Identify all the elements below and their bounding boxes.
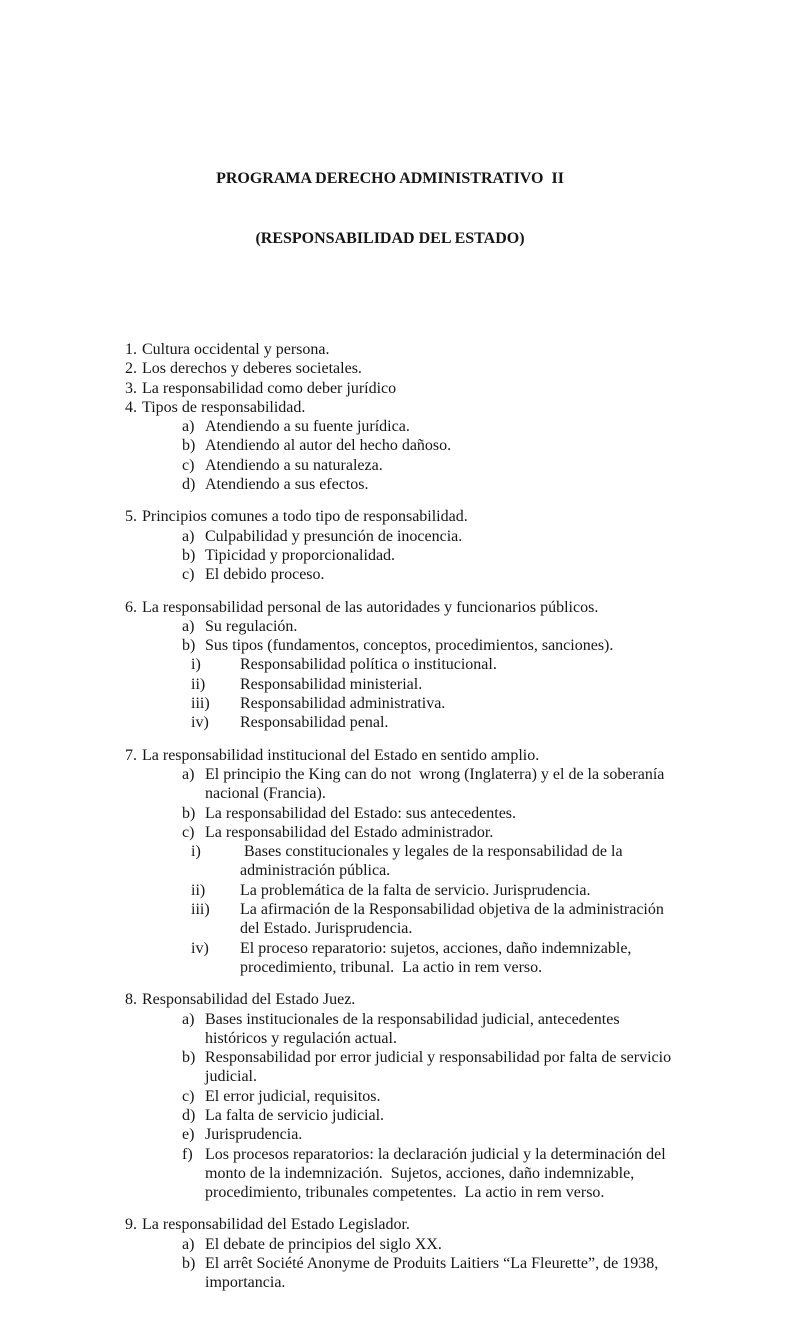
item-text: La responsabilidad institucional del Estado en sentido amplio.: [142, 746, 540, 764]
item-marker: 5.: [125, 508, 137, 526]
item-marker: b): [182, 804, 196, 822]
outline-item: [0, 456, 682, 475]
item-marker: i): [191, 843, 201, 861]
outline-group: [0, 340, 682, 494]
item-marker: iv): [191, 714, 209, 732]
outline-item: [0, 881, 682, 900]
item-marker: b): [182, 637, 196, 655]
outline-item: [0, 398, 682, 417]
item-text: Bases constitucionales y legales de la responsabilidad de la administración pública.: [240, 843, 627, 880]
outline-item: [0, 746, 682, 765]
item-text: Los derechos y deberes societales.: [142, 360, 362, 378]
item-marker: a): [182, 617, 195, 635]
item-text: El error judicial, requisitos.: [205, 1087, 381, 1105]
item-text: La responsabilidad como deber jurídico: [142, 379, 397, 397]
outline-item: [0, 379, 682, 398]
item-marker: b): [182, 1255, 196, 1273]
item-marker: a): [182, 765, 195, 783]
item-marker: a): [182, 527, 195, 545]
outline-item: [0, 359, 682, 378]
item-marker: ii): [191, 881, 206, 899]
item-marker: b): [182, 1049, 196, 1067]
outline-item: [0, 675, 682, 694]
item-text: Responsabilidad por error judicial y responsabilidad por falta de servicio judicial.: [205, 1049, 676, 1086]
item-text: Atendiendo al autor del hecho dañoso.: [205, 437, 452, 455]
outline-item: [0, 417, 682, 436]
item-marker: ii): [191, 675, 206, 693]
outline-item: [0, 598, 682, 617]
item-text: Principios comunes a todo tipo de responsabilidad.: [142, 508, 468, 526]
item-text: La responsabilidad del Estado administrador.: [205, 823, 494, 841]
outline-item: [0, 436, 682, 455]
item-marker: c): [182, 456, 195, 474]
document-title-line2: (RESPONSABILIDAD DEL ESTADO): [255, 230, 525, 247]
item-text: La afirmación de la Responsabilidad objetiva de la administración del Estado. Jurisprudencia.: [240, 901, 668, 938]
item-marker: 2.: [125, 360, 137, 378]
item-marker: 8.: [125, 991, 137, 1009]
outline-item: [0, 1125, 682, 1144]
outline-item: [0, 804, 682, 823]
item-text: Tipicidad y proporcionalidad.: [205, 546, 396, 564]
item-text: Su regulación.: [205, 617, 298, 635]
outline-item: [0, 1235, 682, 1254]
outline-item: [0, 617, 682, 636]
outline-item: [0, 340, 682, 359]
item-marker: b): [182, 546, 196, 564]
item-marker: iii): [191, 695, 210, 713]
outline-item: [0, 1087, 682, 1106]
outline-item: [0, 565, 682, 584]
item-marker: 9.: [125, 1216, 137, 1234]
item-text: Bases institucionales de la responsabilidad judicial, antecedentes históricos y regulación actual.: [205, 1010, 624, 1047]
document-title: [0, 0, 780, 289]
item-text: Los procesos reparatorios: la declaración judicial y la determinación del monto de la indemnización. Sujetos, acciones, daño indemnizable, procedimiento, tribunales competentes. La actio in rem verso.: [205, 1145, 670, 1202]
outline-group: [0, 1215, 682, 1292]
outline-item: [0, 939, 682, 978]
item-marker: 4.: [125, 398, 137, 416]
item-text: La responsabilidad personal de las autoridades y funcionarios públicos.: [142, 598, 599, 616]
outline: [0, 340, 800, 1293]
item-marker: 6.: [125, 598, 137, 616]
item-text: Jurisprudencia.: [205, 1126, 303, 1144]
outline-item: [0, 546, 682, 565]
outline-item: [0, 1048, 682, 1087]
item-marker: i): [191, 656, 201, 674]
item-marker: 3.: [125, 379, 137, 397]
item-text: Responsabilidad del Estado Juez.: [142, 991, 356, 1009]
outline-item: [0, 655, 682, 674]
outline-group: [0, 507, 682, 584]
item-text: El debate de principios del siglo XX.: [205, 1235, 442, 1253]
outline-item: [0, 765, 682, 804]
item-marker: b): [182, 437, 196, 455]
item-text: Cultura occidental y persona.: [142, 341, 330, 358]
item-marker: c): [182, 566, 195, 584]
outline-item: [0, 1145, 682, 1203]
item-text: El arrêt Société Anonyme de Produits Laitiers “La Fleurette”, de 1938, importancia.: [205, 1255, 663, 1292]
item-text: Tipos de responsabilidad.: [142, 398, 306, 416]
item-text: Atendiendo a sus efectos.: [205, 476, 369, 494]
item-text: Sus tipos (fundamentos, conceptos, procedimientos, sanciones).: [205, 637, 614, 655]
item-marker: e): [182, 1126, 195, 1144]
outline-item: [0, 823, 682, 842]
item-marker: 1.: [125, 341, 137, 358]
outline-item: [0, 507, 682, 526]
document-title-line1: PROGRAMA DERECHO ADMINISTRATIVO II: [216, 170, 564, 187]
item-text: La falta de servicio judicial.: [205, 1106, 385, 1124]
item-text: El debido proceso.: [205, 566, 325, 584]
outline-item: [0, 1010, 682, 1049]
item-marker: d): [182, 476, 196, 494]
item-text: La responsabilidad del Estado Legislador.: [142, 1216, 410, 1234]
item-text: La problemática de la falta de servicio. Jurisprudencia.: [240, 881, 591, 899]
item-marker: a): [182, 1010, 195, 1028]
item-text: El proceso reparatorio: sujetos, acciones, daño indemnizable, procedimiento, tribunal. La actio in rem verso.: [240, 939, 636, 976]
item-text: Responsabilidad administrativa.: [240, 695, 446, 713]
item-text: Atendiendo a su fuente jurídica.: [205, 418, 410, 436]
outline-item: [0, 527, 682, 546]
outline-item: [0, 1106, 682, 1125]
item-text: Culpabilidad y presunción de inocencia.: [205, 527, 463, 545]
outline-group: [0, 598, 682, 733]
item-marker: d): [182, 1106, 196, 1124]
outline-item: [0, 475, 682, 494]
item-text: Responsabilidad penal.: [240, 714, 389, 732]
outline-item: [0, 842, 682, 881]
item-marker: c): [182, 1087, 195, 1105]
outline-item: [0, 694, 682, 713]
item-text: Atendiendo a su naturaleza.: [205, 456, 383, 474]
item-marker: c): [182, 823, 195, 841]
item-text: Responsabilidad ministerial.: [240, 675, 423, 693]
item-marker: 7.: [125, 746, 137, 764]
item-marker: f): [182, 1145, 193, 1163]
item-marker: iii): [191, 901, 210, 919]
outline-item: [0, 900, 682, 939]
item-marker: iv): [191, 939, 209, 957]
outline-item: [0, 1215, 682, 1234]
item-marker: a): [182, 1235, 195, 1253]
outline-item: [0, 1254, 682, 1293]
item-text: Responsabilidad política o institucional.: [240, 656, 497, 674]
outline-item: [0, 636, 682, 655]
item-text: El principio the King can do not wrong (Inglaterra) y el de la soberanía nacional (Francia).: [205, 765, 669, 803]
outline-group: [0, 746, 682, 978]
item-text: La responsabilidad del Estado: sus antecedentes.: [205, 804, 517, 822]
outline-item: [0, 990, 682, 1009]
outline-item: [0, 713, 682, 732]
outline-group: [0, 990, 682, 1202]
item-marker: a): [182, 418, 195, 436]
